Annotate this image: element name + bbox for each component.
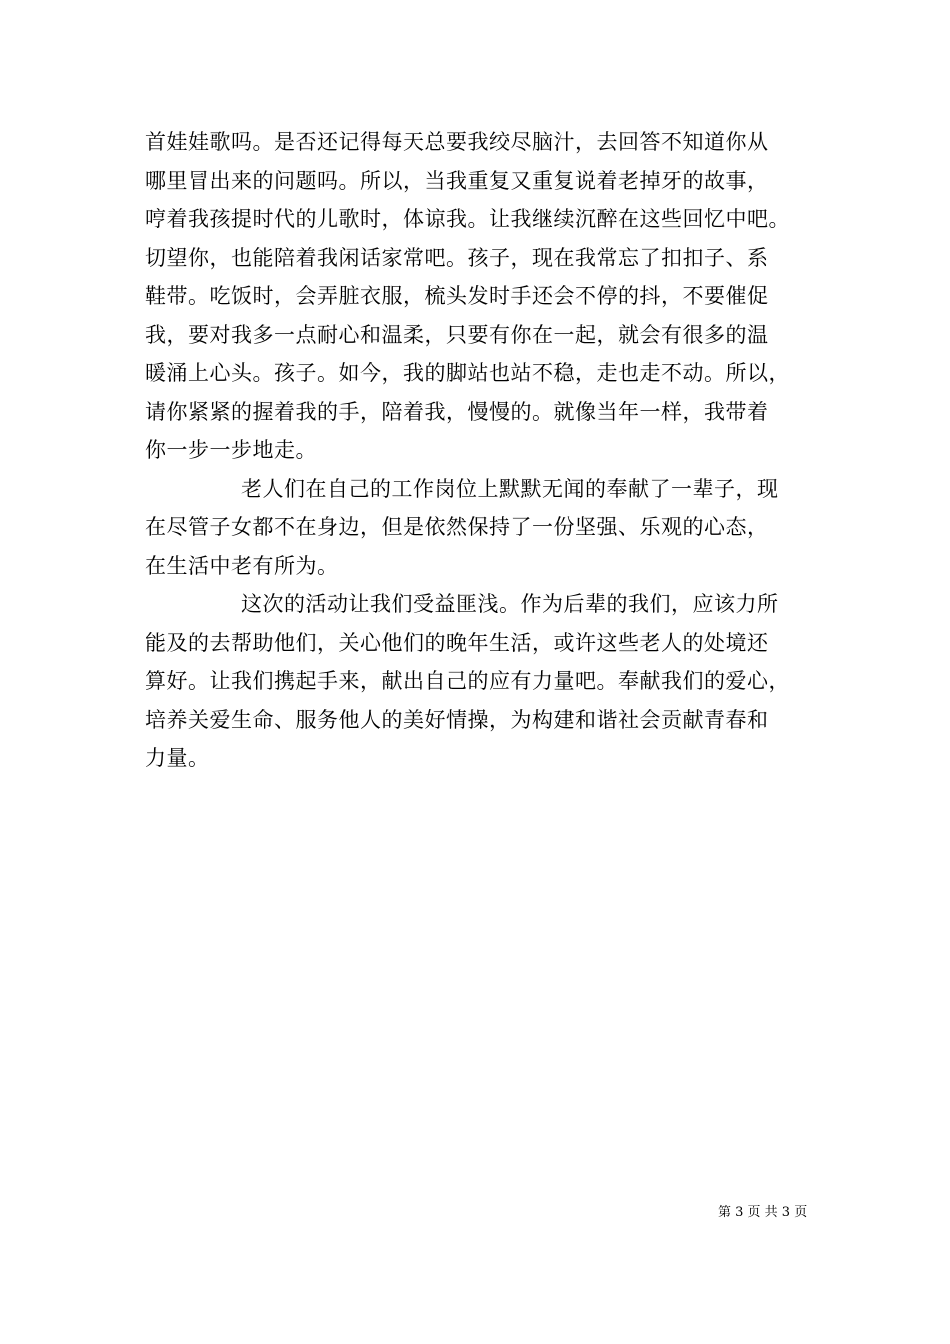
paragraph-2 (145, 470, 815, 586)
paragraph-line: 鞋带。吃饭时，会弄脏衣服，梳头发时手还会不停的抖，不要催促 (145, 284, 769, 308)
paragraph-line: 我，要对我多一点耐心和温柔，只要有你在一起，就会有很多的温 (145, 322, 769, 347)
paragraph-line: 切望你，也能陪着我闲话家常吧。孩子，现在我常忘了扣扣子、系 (145, 245, 769, 270)
page-number-footer: 第 3 页 共 3 页 (718, 1205, 808, 1220)
paragraph-line: 在尽管子女都不在身边，但是依然保持了一份坚强、乐观的心态， (145, 515, 769, 539)
paragraph-line: 在生活中老有所为。 (145, 553, 339, 578)
paragraph-line: 首娃娃歌吗。是否还记得每天总要我绞尽脑汁，去回答不知道你从 (145, 130, 769, 154)
paragraph-line: 哪里冒出来的问题吗。所以，当我重复又重复说着老掉牙的故事， (145, 168, 769, 193)
paragraph-line: 哼着我孩提时代的儿歌时，体谅我。让我继续沉醉在这些回忆中吧。 (145, 207, 790, 231)
paragraph-line: 能及的去帮助他们，关心他们的晚年生活，或许这些老人的处境还 (145, 630, 769, 655)
paragraph-line: 算好。让我们携起手来，献出自己的应有力量吧。奉献我们的爱心， (145, 669, 790, 693)
document-body (145, 123, 815, 778)
paragraph-line: 你一步一步地走。 (145, 438, 317, 462)
paragraph-line: 暖涌上心头。孩子。如今，我的脚站也站不稳，走也走不动。所以， (145, 361, 790, 385)
paragraph-line: 培养关爱生命、服务他人的美好情操，为构建和谐社会贡献青春和 (145, 707, 769, 732)
paragraph-first-line: 老人们在自己的工作岗位上默默无闻的奉献了一辈子，现 (241, 476, 779, 501)
paragraph-first-line: 这次的活动让我们受益匪浅。作为后辈的我们，应该力所 (241, 592, 779, 616)
paragraph-1 (145, 123, 815, 470)
paragraph-line: 请你紧紧的握着我的手，陪着我，慢慢的。就像当年一样，我带着 (145, 399, 769, 424)
paragraph-3 (145, 585, 815, 778)
paragraph-line: 力量。 (145, 746, 210, 770)
